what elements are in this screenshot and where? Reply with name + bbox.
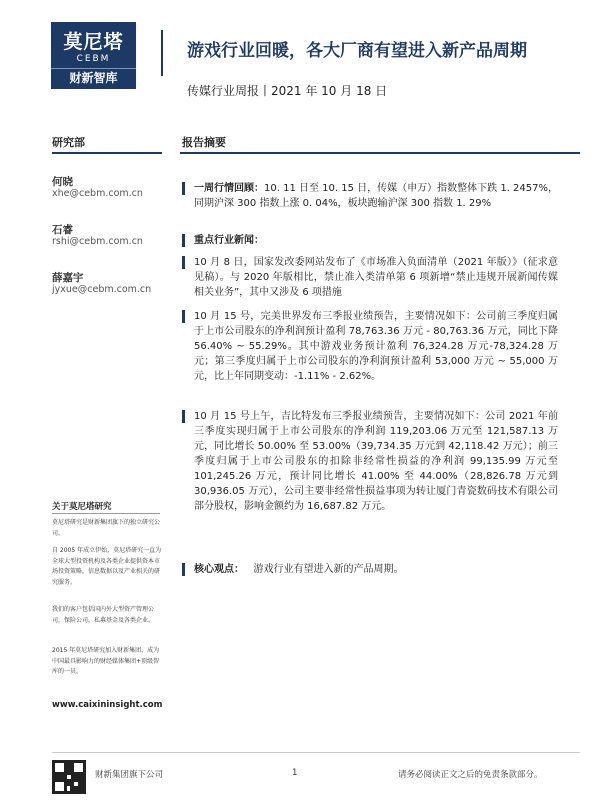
footer-rule xyxy=(52,752,580,753)
weekly-review-text: 10. 11 日至 10. 15 日，传媒（申万）指数整体下跌 1. 2457%，同期沪深 300 指数上涨 0. 04%，板块跑输沪深 300 指数 1. 29% xyxy=(194,183,558,209)
core-view-text: 游戏行业有望进入新的产品周期。 xyxy=(253,564,404,575)
weekly-review xyxy=(194,181,558,211)
logo-cn-text: 莫尼塔 xyxy=(63,31,124,53)
analyst-name: 石睿 xyxy=(52,224,73,236)
about-paragraph: 我们的客户包括国内外大型资产管理公司，保险公司，私募基金及各类企业。 xyxy=(52,606,155,624)
footer-company: 财新集团旗下公司 xyxy=(95,770,164,780)
about-paragraph: 自 2005 年成立伊始，莫尼塔研究一直为全球大型投资机构及各类企业提供资本市场投资策略，信息数据以及产业相关的研究服务。 xyxy=(52,547,162,586)
report-subtitle: 传媒行业周报丨2021 年 10 月 18 日 xyxy=(187,84,388,98)
core-view-label: 核心观点： xyxy=(194,564,244,575)
section-marker xyxy=(182,234,185,247)
section-marker xyxy=(182,182,185,195)
cebm-logo xyxy=(51,22,136,89)
section-marker xyxy=(182,410,185,423)
right-heading-rule xyxy=(180,152,580,154)
research-section-heading: 研究部 xyxy=(52,136,85,149)
news-heading xyxy=(194,233,558,248)
about-heading: 关于莫尼塔研究 xyxy=(52,502,112,512)
analyst-email[interactable]: jyxue@cebm.com.cn xyxy=(52,284,152,295)
analyst-name: 何晓 xyxy=(52,176,73,188)
weekly-review-label: 一周行情回顾： xyxy=(194,183,264,194)
qr-code-icon xyxy=(52,760,86,794)
analyst-email[interactable]: rshi@cebm.com.cn xyxy=(52,236,143,247)
logo-brand-text: 财新智库 xyxy=(51,68,136,87)
section-marker xyxy=(182,563,185,576)
section-marker xyxy=(182,256,185,269)
analyst-email[interactable]: xhe@cebm.com.cn xyxy=(52,188,143,199)
core-view xyxy=(194,562,558,577)
about-rule xyxy=(52,513,160,514)
website-link[interactable]: www.caixininsight.com xyxy=(52,700,163,710)
analyst-name: 薛嘉宇 xyxy=(52,272,84,284)
summary-section-heading: 报告摘要 xyxy=(182,136,226,149)
about-paragraph: 莫尼塔研究是财新集团旗下的独立研究公司。 xyxy=(52,519,161,537)
logo-en-text: CEBM xyxy=(76,54,111,64)
left-heading-rule xyxy=(52,152,162,154)
disclaimer-note: 请务必阅读正文之后的免责条款部分。 xyxy=(398,770,543,780)
news-item: 10 月 15 号，完美世界发布三季报业绩预告，主要情况如下：公司前三季度归属于上市公司股东的净利润预计盈利 78,763.36 万元 - 80,763.36 万元，同比下降 56.40% ~ 55.29%。其中游戏业务预计盈利 76,324.28 万元-78,324.28 万元；第三季度归属于上市公司股东的净利润预计盈利 53,000 万元 ~ 55,000 万元，比上年同期变动：-1.11% - 2.62%。 xyxy=(194,311,558,382)
page-number: 1 xyxy=(292,768,298,778)
news-label: 重点行业新闻： xyxy=(194,235,264,246)
section-marker xyxy=(182,310,185,323)
news-item: 10 月 15 号上午，吉比特发布三季报业绩预告，主要情况如下：公司 2021 年前三季度实现归属于上市公司股东的净利润 119,203.06 万元至 121,587.13 万元，同比增长 50.00% 至 53.00%（39,734.35 万元到 42,118.42 万元）；前三季度归属于上市公司股东的扣除非经常性损益的净利润 99,135.99 万元至 101,245.26 万元，预计同比增长 41.00% 至 44.00%（28,826.78 万元到 30,936.05 万元），公司主要非经常性损益事项为转让厦门青瓷数码技术有限公司部分股权，影响金额约为 16,687.82 万元。 xyxy=(194,411,558,512)
news-item: 10 月 8 日，国家发改委网站发布了《市场准入负面清单（2021 年版）》（征求意见稿）。与 2020 年版相比，禁止准入类清单第 6 项新增“禁止违规开展新闻传媒相关业务”，其中又涉及 6 项措施 xyxy=(194,257,558,298)
header-divider xyxy=(161,30,163,76)
about-paragraph: 2015 年莫尼塔研究加入财新集团，成为中国最具影响力的财经媒体集团+顶级智库的一员。 xyxy=(52,647,160,675)
report-title: 游戏行业回暖，各大厂商有望进入新产品周期 xyxy=(187,41,527,61)
